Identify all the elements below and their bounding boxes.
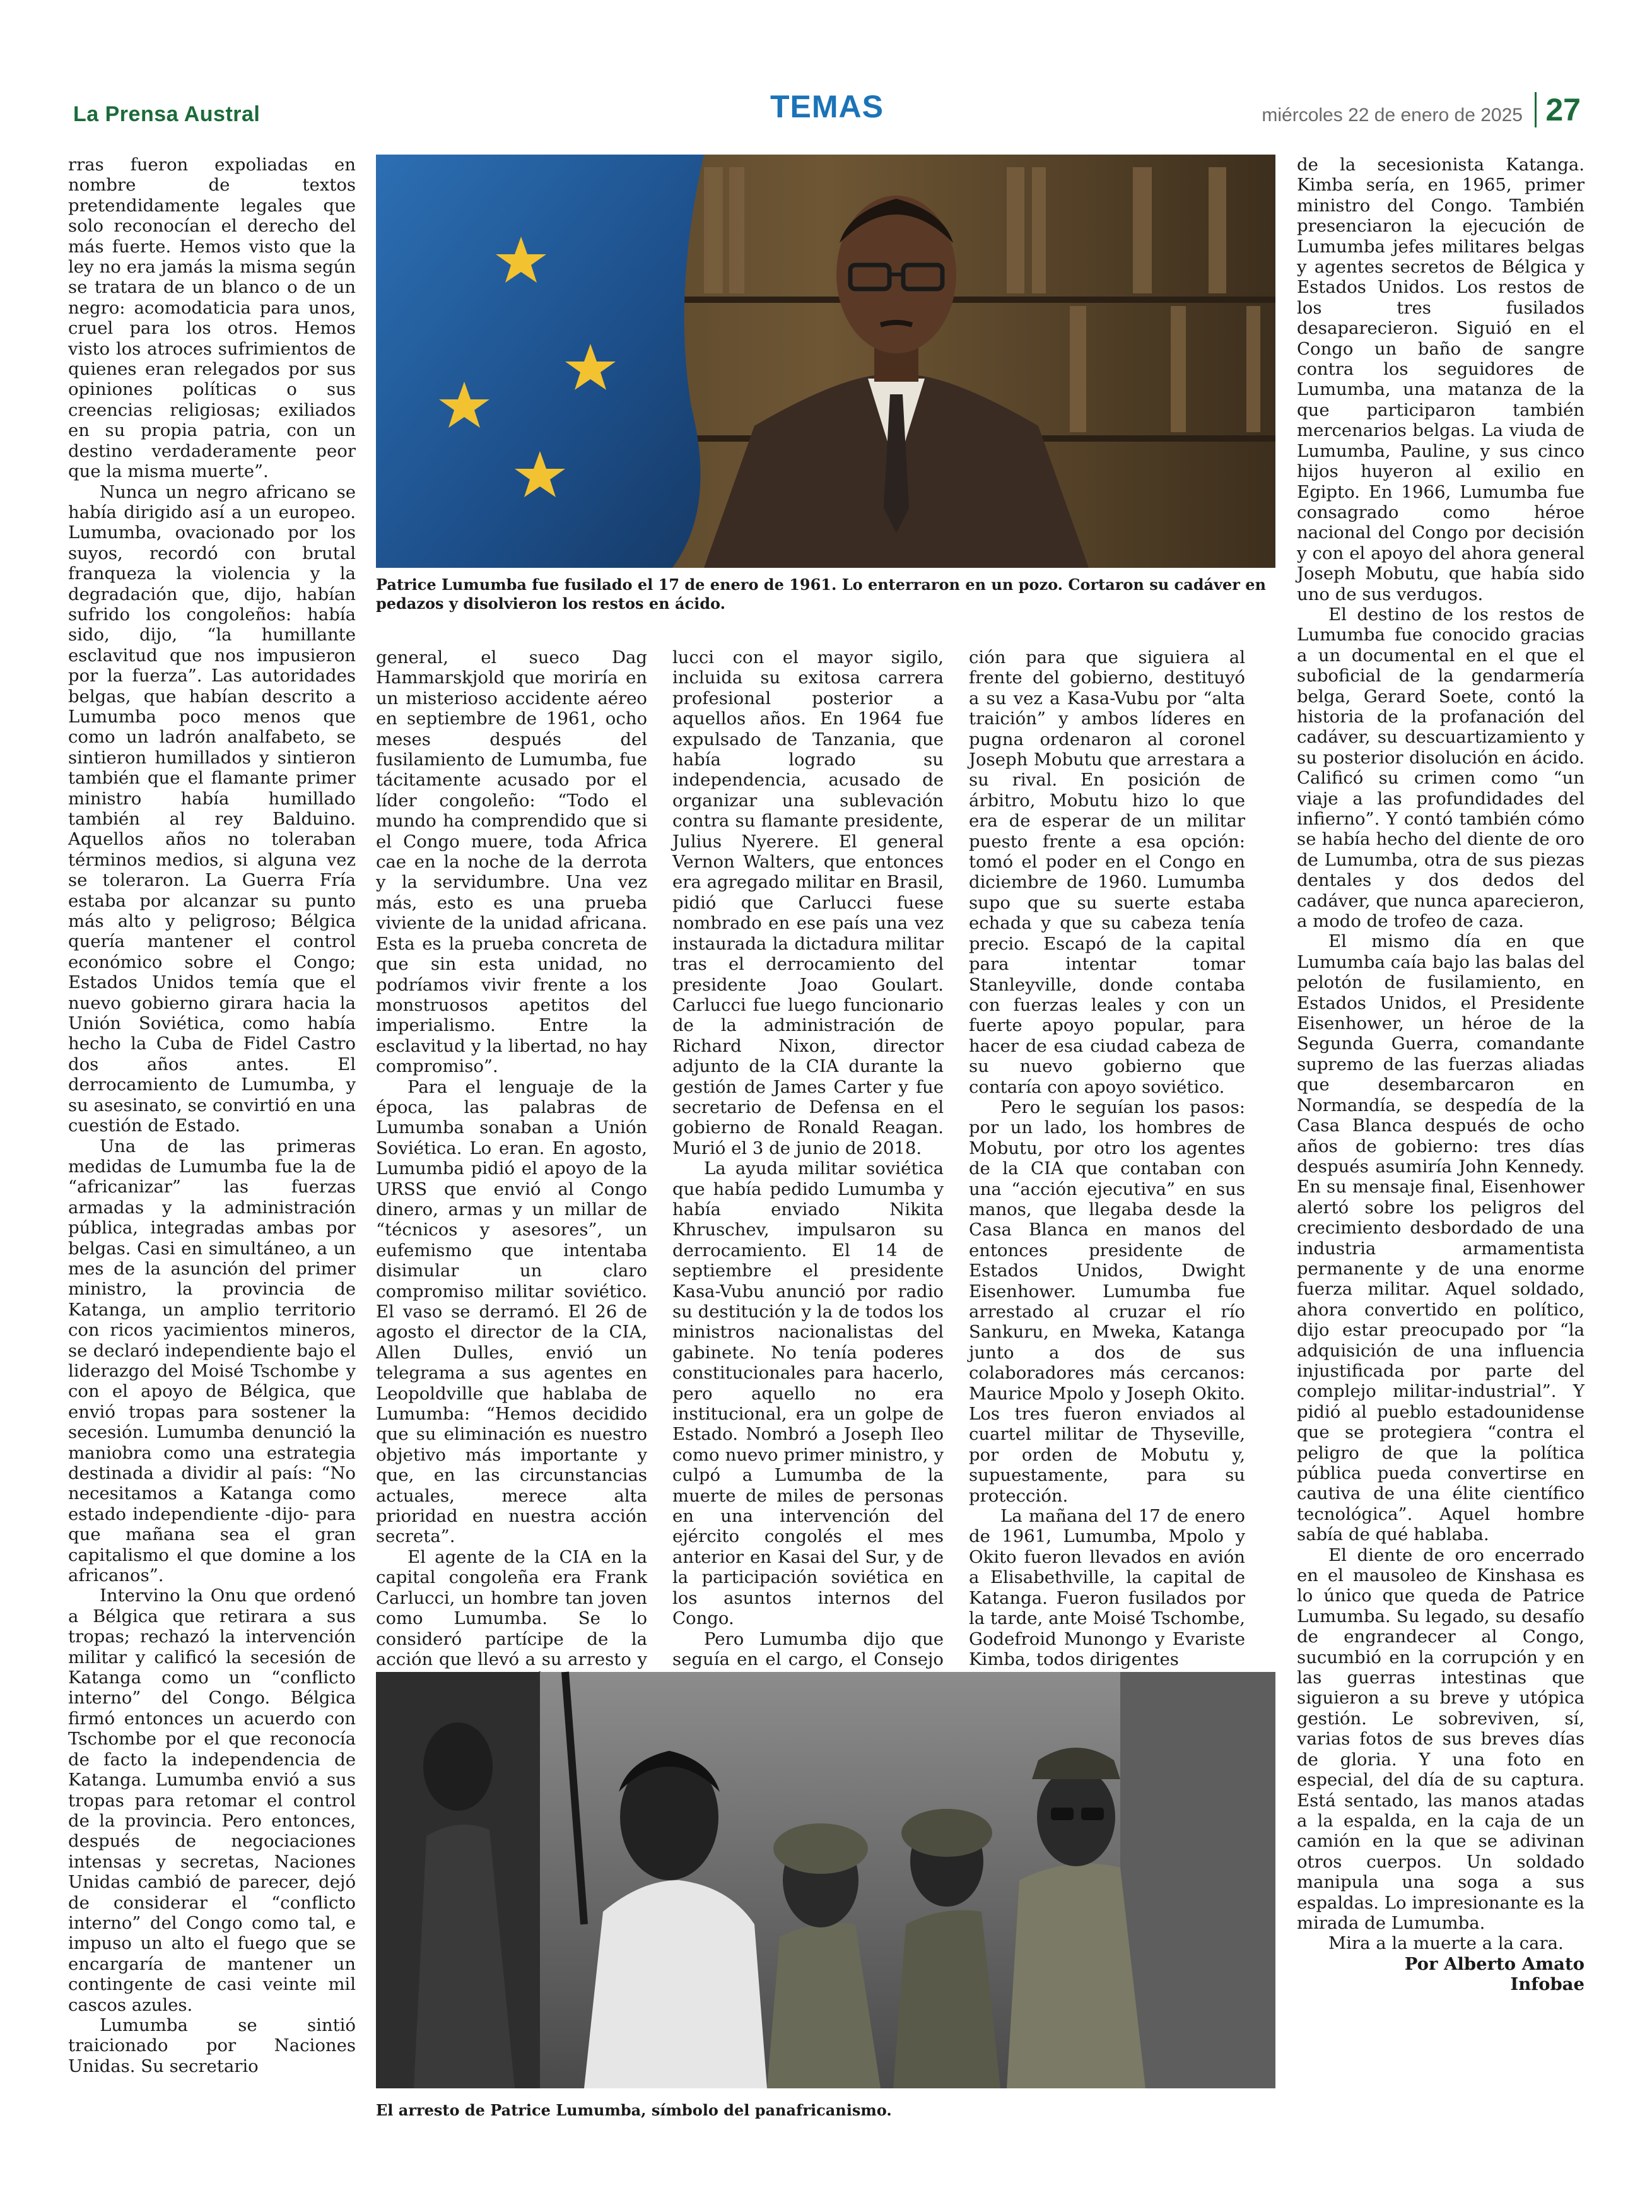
paragraph: El agente de la CIA en la capital congoleña era Frank Carlucci, un hombre tan joven como Lumumba. Se lo consideró partícipe de la acción que llevó a su arresto y [376, 1546, 647, 1669]
byline-source: Infobae [1510, 1974, 1585, 1995]
paragraph: Intervino la Onu que ordenó a Bélgica que retirara a sus tropas; rechazó la intervención militar y calificó la secesión de Katanga como un “conflicto interno” del Congo. Bélgica firmó entonces un acuerdo con Tschombe por el que reconocía de facto la independencia de Katanga. Lumumba envió a sus tropas para retomar el control de la provincia. Pero entonces, después de negociaciones intensas y secretas, Naciones Unidas cambió de parecer, dejó de considerar el “conflicto interno” del Congo como tal, e impuso un alto el fuego que se encargaría de mantener un contingente de casi veinte mil cascos azules. [68, 1585, 356, 2015]
paragraph: ción para que siguiera al frente del gobierno, destituyó a su vez a Kasa-Vubu por “alta traición” y ambos líderes en pugna ordenaron al coronel Joseph Mobutu que arrestara a su rival. En posición de árbitro, Mobutu hizo lo que era de esperar de un militar puesto frente a esa opción: tomó el poder en el Congo en diciembre de 1960. Lumumba supo que su suerte estaba echada y que su cabeza tenía precio. Escapó de la capital para intentar tomar Stanleyville, donde contaba con fuerzas leales y con un fuerte apoyo popular, para hacer de esa ciudad cabeza de su nuevo gobierno que contaría con apoyo soviético. [969, 647, 1245, 1097]
paragraph: lucci con el mayor sigilo, incluida su exitosa carrera profesional posterior a aquellos años. En 1964 fue expulsado de Tanzania, que había logrado su independencia, acusado de organizar una sublevación contra su flamante presidente, Julius Nyerere. El general Vernon Walters, que entonces era agregado militar en Brasil, pidió que Carlucci fuese nombrado en ese país una vez instaurada la dictadura militar tras el derrocamiento del presidente Joao Goulart. Carlucci fue luego funcionario de la administración de Richard Nixon, director adjunto de la CIA durante la gestión de James Carter y fue secretario de Defensa en el gobierno de Ronald Reagan. Murió el 3 de junio de 2018. [672, 647, 944, 1158]
paragraph: El mismo día en que Lumumba caía bajo las balas del pelotón de fusilamiento, en Estados Unidos, el Presidente Eisenhower, un héroe de la Segunda Guerra, comandante supremo de las fuerzas aliadas que desembarcaron en Normandía, se despedía de la Casa Blanca después de ocho años de gobierno: tres días después asumiría John Kennedy. En su mensaje final, Eisenhower alertó sobre los peligros del crecimiento desbordado de una industria armamentista permanente y de una enorme fuerza militar. Aquel soldado, ahora convertido en político, dijo estar preocupado por “la adquisición de una influencia injustificada por parte del complejo militar-industrial”. Y pidió al pueblo estadounidense que se protegiera “contra el peligro de que la política pública pueda convertirse en cautiva de una élite científico tecnológica”. Aquel hombre sabía de qué hablaba. [1297, 931, 1585, 1545]
paragraph: Pero Lumumba dijo que seguía en el cargo, el Consejo [672, 1628, 944, 1669]
publication-name: La Prensa Austral [73, 102, 261, 126]
page-header [73, 88, 1581, 132]
top-photo-caption: Patrice Lumumba fue fusilado el 17 de enero de 1961. Lo enterraron en un pozo. Cortaron su cadáver en pedazos y disolvieron los restos en ácido. [376, 575, 1266, 613]
page-number: 27 [1535, 92, 1581, 127]
article-column-2 [376, 647, 647, 1669]
paragraph: Una de las primeras medidas de Lumumba fue la de “africanizar” las fuerzas armadas y la administración pública, integradas ambas por belgas. Casi en simultáneo, a un mes de la asunción del primer ministro, la provincia de Katanga, un amplio territorio con ricos yacimientos mineros, se declaró independiente bajo el liderazgo del Moisé Tschombe y con el apoyo de Bélgica, que envió tropas para sostener la secesión. Lumumba denunció la maniobra como una estrategia destinada a dividir al país: “No necesitamos a Katanga como estado independiente -dijo- para que mañana sea el gran capitalismo el que domine a los africanos”. [68, 1136, 356, 1586]
paragraph: Nunca un negro africano se había dirigido así a un europeo. Lumumba, ovacionado por los suyos, recordó con brutal franqueza la violencia y la degradación que, dijo, habían sufrido los congoleños: había sido, dijo, “la humillante esclavitud que nos impusieron por la fuerza”. Las autoridades belgas, que habían descrito a Lumumba poco menos que como un ladrón analfabeto, se sintieron humillados y sintieron también que el flamante primer ministro había humillado también al rey Balduino. Aquellos años no toleraban términos medios, si alguna vez se toleraron. La Guerra Fría estaba por alcanzar su punto más alto y peligroso; Bélgica quería mantener el control económico sobre el Congo; Estados Unidos temía que el nuevo gobierno girara hacia la Unión Soviética, como había hecho la Cuba de Fidel Castro dos años antes. El derrocamiento de Lumumba, y su asesinato, se convirtió en una cuestión de Estado. [68, 481, 356, 1136]
article-column-5 [1297, 155, 1585, 2136]
paragraph: rras fueron expoliadas en nombre de textos pretendidamente legales que solo reconocían el derecho del más fuerte. Hemos visto que la ley no era jamás la misma según se tratara de un blanco o de un negro: acomodaticia para unos, cruel para los otros. Hemos visto los atroces sufrimientos de quienes eran relegados por sus opiniones políticas o sus creencias religiosas; exiliados en su propia patria, con un destino verdaderamente peor que la misma muerte”. [68, 155, 356, 482]
paragraph: El destino de los restos de Lumumba fue conocido gracias a un documental en el que el suboficial de la gendarmería belga, Gerard Soete, contó la historia de la profanación del cadáver, su descuartizamiento y su posterior disolución en ácido. Calificó su crimen como “un viaje a las profundidades del infierno”. Y contó también cómo se había hecho del diente de oro de Lumumba, otra de sus piezas dentales y dos dedos del cadáver, que nunca aparecieron, a modo de trofeo de caza. [1297, 604, 1585, 932]
paragraph: Para el lenguaje de la época, las palabras de Lumumba sonaban a Unión Soviética. Lo eran. En agosto, Lumumba pidió el apoyo de la URSS que envió al Congo dinero, armas y un millar de “técnicos y asesores”, un eufemismo que intentaba disimular un claro compromiso militar soviético. El vaso se derramó. El 26 de agosto el director de la CIA, Allen Dulles, envió un telegrama a sus agentes en Leopoldville que hablaba de Lumumba: “Hemos decidido que su eliminación es nuestro objetivo más importante y que, en las circunstancias actuales, merece alta prioridad en nuestra acción secreta”. [376, 1076, 647, 1547]
arrest-illustration [376, 1672, 1275, 2088]
portrait-illustration [376, 155, 1275, 568]
paragraph: general, el sueco Dag Hammarskjold que moriría en un misterioso accidente aéreo en septiembre de 1961, ocho meses después del fusilamiento de Lumumba, fue tácitamente acusado por el líder congoleño: “Todo el mundo ha comprendido que si el Congo muere, toda Africa cae en la noche de la derrota y la servidumbre. Una vez más, esto es una prueba viviente de la unidad africana. Esta es la prueba concreta de que sin esta unidad, no podríamos vivir frente a los monstruosos apetitos del imperialismo. Entre la esclavitud y la libertad, no hay compromiso”. [376, 647, 647, 1077]
paragraph: Lumumba se sintió traicionado por Naciones Unidas. Su secretario [68, 2015, 356, 2076]
paragraph: La ayuda militar soviética que había pedido Lumumba y había enviado Nikita Khruschev, impulsaron su derrocamiento. El 14 de septiembre el presidente Kasa-Vubu anunció por radio su destitución y la de todos los ministros nacionalistas del gabinete. No tenía poderes constitucionales para hacerlo, pero aquello no era institucional, era un golpe de Estado. Nombró a Joseph Ileo como nuevo primer ministro, y culpó a Lumumba de la muerte de miles de personas en una intervención del ejército congolés el mes anterior en Kasai del Sur, y de la participación soviética en los asuntos internos del Congo. [672, 1158, 944, 1629]
paragraph: El diente de oro encerrado en el mausoleo de Kinshasa es lo único que queda de Patrice Lumumba. Su legado, su desafío de engrandecer al Congo, sucumbió en la corrupción y en las guerras intestinas que siguieron a su breve y utópica gestión. Le sobreviven, sí, varias fotos de sus breves días de gloria. Y una foto en especial, del día de su captura. Está sentado, las manos atadas a la espalda, en la caja de un camión en la que se adivinan otros cuerpos. Un soldado manipula una soga a sus espaldas. Lo impresionante es la mirada de Lumumba. [1297, 1544, 1585, 1933]
lumumba-arrest-photo [376, 1672, 1275, 2088]
article-column-1 [68, 155, 356, 2136]
article-column-3 [672, 647, 944, 1669]
paragraph: de la secesionista Katanga. Kimba sería, en 1965, primer ministro del Congo. También presenciaron la ejecución de Lumumba jefes militares belgas y agentes secretos de Bélgica y Estados Unidos. Los restos de los tres fusilados desaparecieron. Siguió en el Congo un baño de sangre contra los seguidores de Lumumba, una matanza de la que participaron también mercenarios belgas. La viuda de Lumumba, Pauline, y sus cinco hijos huyeron al exilio en Egipto. En 1966, Lumumba fue consagrado como héroe nacional del Congo por decisión y con el apoyo del ahora general Joseph Mobutu, que había sido uno de sus verdugos. [1297, 155, 1585, 604]
byline-author: Por Alberto Amato [1404, 1953, 1585, 1974]
paragraph: Pero le seguían los pasos: por un lado, los hombres de Mobutu, por otro los agentes de la CIA que contaban con una “acción ejecutiva” en sus manos, que llegaba desde la Casa Blanca en manos del entonces presidente de Estados Unidos, Dwight Eisenhower. Lumumba fue arrestado al cruzar el río Sankuru, en Mweka, Katanga junto a dos de sus colaboradores más cercanos: Maurice Mpolo y Joseph Okito. Los tres fueron enviados al cuartel militar de Thyseville, por orden de Mobutu y, supuestamente, para su protección. [969, 1097, 1245, 1506]
paragraph: La mañana del 17 de enero de 1961, Lumumba, Mpolo y Okito fueron llevados en avión a Elisabethville, la capital de Katanga. Fueron fusilados por la tarde, ante Moisé Tschombe, Godefroid Munongo y Evariste Kimba, todos dirigentes [969, 1506, 1245, 1669]
bottom-photo-caption: El arresto de Patrice Lumumba, símbolo del panafricanismo. [376, 2101, 892, 2119]
issue-date: miércoles 22 de enero de 2025 [1262, 105, 1523, 126]
section-title: TEMAS [770, 89, 884, 124]
lumumba-portrait-photo [376, 155, 1275, 568]
paragraph: Mira a la muerte a la cara. [1328, 1933, 1564, 1954]
article-column-4 [969, 647, 1245, 1669]
